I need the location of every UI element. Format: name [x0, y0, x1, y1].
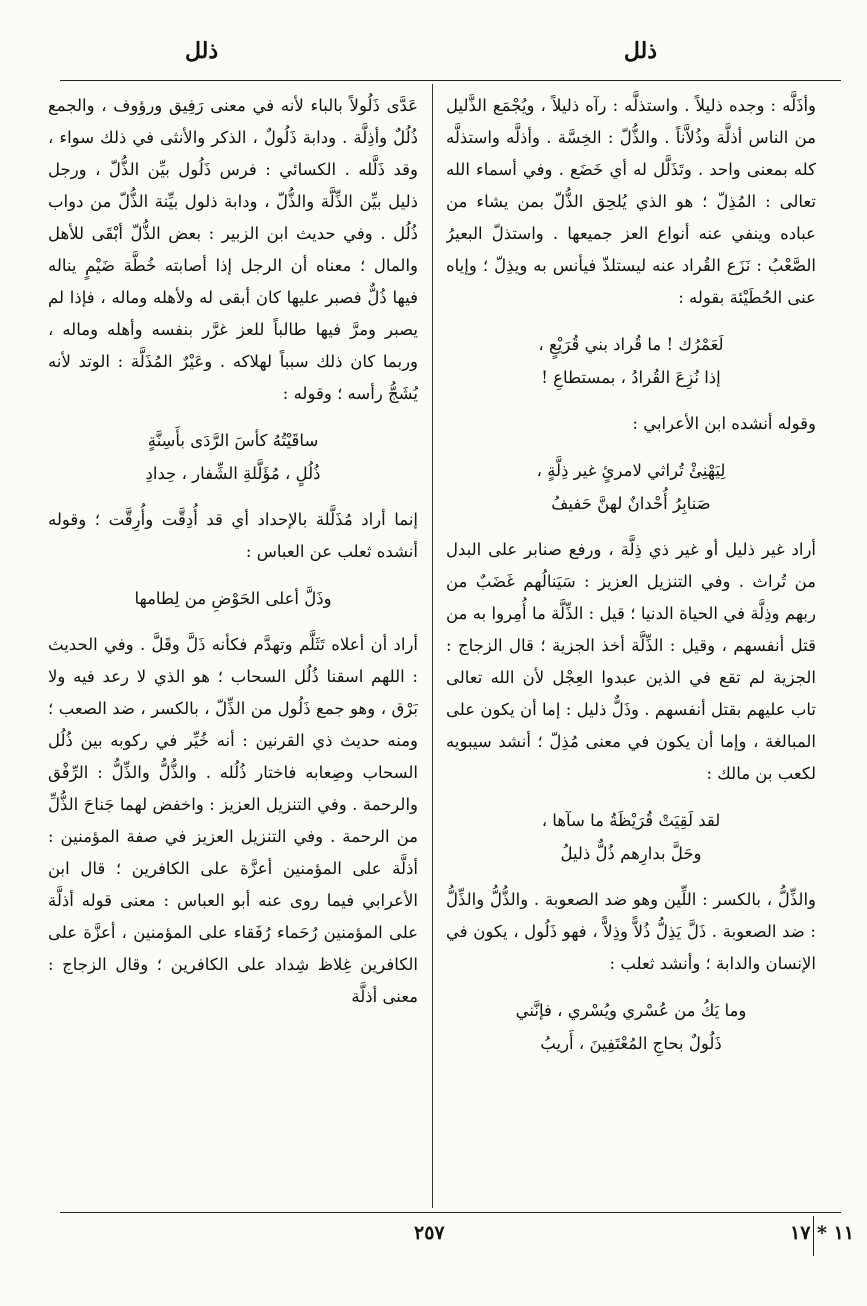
verse-line: وحَلَّ بدارِهم ذُلٌّ ذليلُ [560, 844, 702, 863]
verse-block [446, 804, 816, 870]
verse-block [446, 994, 816, 1060]
verse-line: ذَلُولٌ بحاجِ المُعْتَفِينَ ، أَريبُ [540, 1034, 722, 1053]
verse-block [48, 582, 418, 615]
paragraph: وأذَلَّه : وجده ذليلاً . واستذلَّه : رآه ذليلاً ، ويُجْمَع الذَّليل من الناس أذلَّة وذُلاَّناً . والذُّلّ : الخِسَّة . وأذلَّه واستذلَّه كله بمعنى واحد . وتَذَلَّل له أي خَضَع . وفي أسماء الله تعالى : المُذِلّ ؛ هو الذي يُلحِق الذُّلّ بمن يشاء من عباده وينفي عنه أنواع العز جميعها . واستذلّ البعيرُ الصَّعْبُ : نَزَع القُراد عنه ليستلذّ فيأنس به ويذِلّ ؛ وإياه عنى الحُطَيْئة بقوله : [446, 96, 816, 307]
paragraph: وقوله أنشده ابن الأعرابي : [632, 414, 816, 433]
footer-rule [60, 1212, 841, 1213]
header-rule [60, 80, 841, 81]
verse-block [446, 454, 816, 520]
paragraph: أراد أن أعلاه تَثَلَّم وتهدَّم فكأنه ذَلَّ وقَلَّ . وفي الحديث : اللهم اسقنا ذُلُل السحاب ؛ هو الذي لا رعد فيه ولا بَرْق ، وهو جمع ذَلُول من الذِّلّ ، بالكسر ، ضد الصعب ؛ ومنه حديث ذي القرنين : أنه خُيِّر في ركوبه بين ذُلُل السحاب وصِعابه فاختار ذُلُله . والذُّلُّ والذِّلُّ : الرِّفْق والرحمة . وفي التنزيل العزيز : واخفض لهما جَناحَ الذُّلِّ من الرحمة . وفي التنزيل العزيز في صفة المؤمنين : أذلَّة على المؤمنين أعزَّة على الكافرين ؛ قال ابن الأعرابي فيما روى عنه أبو العباس : معنى قوله أذلَّة على المؤمنين رُحَماء رُفَقاء على المؤمنين ، أعزَّة على الكافرين غِلاظ شِداد على الكافرين ؛ وقال الزجاج : معنى أذلَّة [48, 635, 418, 1006]
verse-block [48, 424, 418, 490]
verse-line: لِيَهْنِئْ تُراثي لامرئٍ غير ذِلَّةٍ ، [536, 461, 726, 480]
paragraph: أراد غير ذليل أو غير ذي ذِلَّة ، ورفع صنابر على البدل من تُراث . وفي التنزيل العزيز : سَيَنالُهم غَضَبٌ من ربهم وذِلَّة في الحياة الدنيا ؛ قيل : الذِّلَّة ما أُمِروا به من قتل أنفسهم ، وقيل : الذِّلَّة أخذ الجزية ؛ قال الزجاج : الجزية لم تقع في الذين عبدوا العِجْل لأن الله تعالى تاب عليهم بقتل أنفسهم . وذَلٌّ ذليل : إما أن يكون على المبالغة ، وإما أن يكون في معنى مُذِلّ ؛ أنشد سيبويه لكعب بن مالك : [446, 540, 816, 783]
running-header-left: ذلل [185, 38, 219, 64]
verse-line: ساقَيْتُهُ كأسَ الرَّدَى بأَسِنَّةٍ [147, 431, 319, 450]
verse-line: وما يَكُ من عُسْري ويُسْري ، فإنَّني [515, 1001, 747, 1020]
running-header-right: ذلل [623, 38, 657, 64]
column-divider [432, 84, 433, 1208]
verse-line: صَنابِرُ أُحْدانٌ لهنَّ حَفيفُ [551, 494, 711, 513]
right-column [446, 90, 816, 1205]
verse-line: لَعَمْرُك ! ما قُراد بني قُرَيْعٍ ، [538, 335, 724, 354]
verse-line: إذا نُزِعَ القُرادُ ، بمستطاعِ ! [541, 368, 721, 387]
paragraph: إنما أراد مُذَلَّلة بالإحداد أي قد أُدِقَّت وأُرِقَّت ؛ وقوله أنشده ثعلب عن العباس : [48, 510, 418, 561]
verse-line: وذَلَّ أعلى الحَوْضِ من لِطامها [134, 589, 332, 608]
paragraph: والذِّلُّ ، بالكسر : اللِّين وهو ضد الصعوبة . والذُّلُّ والذِّلُّ : ضد الصعوبة . ذَلَّ يَذِلُّ ذُلاًّ وذِلاًّ ، فهو ذَلُول ، يكون في الإنسان والدابة ؛ وأنشد ثعلب : [446, 890, 816, 973]
verse-line: لقد لَقِيَتْ قُرَيْظَةُ ما سآها ، [541, 811, 721, 830]
verse-block [446, 328, 816, 394]
paragraph: عَدَّى ذَلُولاً بالباء لأنه في معنى رَفِيق ورؤوف ، والجمع ذُلُلٌ وأذِلَّة . ودابة ذَلُولٌ ، الذكر والأنثى في ذلك سواء ، وقد ذَلَّله . الكسائي : فرس ذَلُول بيِّن الذُّلّ ، ورجل ذليل بيِّن الذِّلَّة والذُّلّ ، ودابة ذلول بيِّنة الذُّلّ من دواب ذُلُل . وفي حديث ابن الزبير : بعض الذُّلّ أبْقَى للأهل والمال ؛ معناه أن الرجل إذا أصابته خُطَّة ضَيْمٍ يناله فيها ذُلٌّ فصبر عليها كان أبقى له ولأهله وماله ، فإذا لم يصبر ومرَّ فيها طالباً للعز غرَّر بنفسه وأهله وماله ، وربما كان ذلك سبباً لهلاكه . وعَيْرٌ المُذَلَّة : الوتد لأنه يُشَجُّ رأسه ؛ وقوله : [48, 96, 418, 403]
left-column [48, 90, 418, 1205]
page-number: ٢٥٧ [414, 1222, 445, 1244]
verse-line: ذُلُلٍ ، مُؤَلَّلةِ الشِّفار ، حِدادِ [145, 464, 321, 483]
signature-mark: ١١ * ١٧ [790, 1222, 855, 1244]
